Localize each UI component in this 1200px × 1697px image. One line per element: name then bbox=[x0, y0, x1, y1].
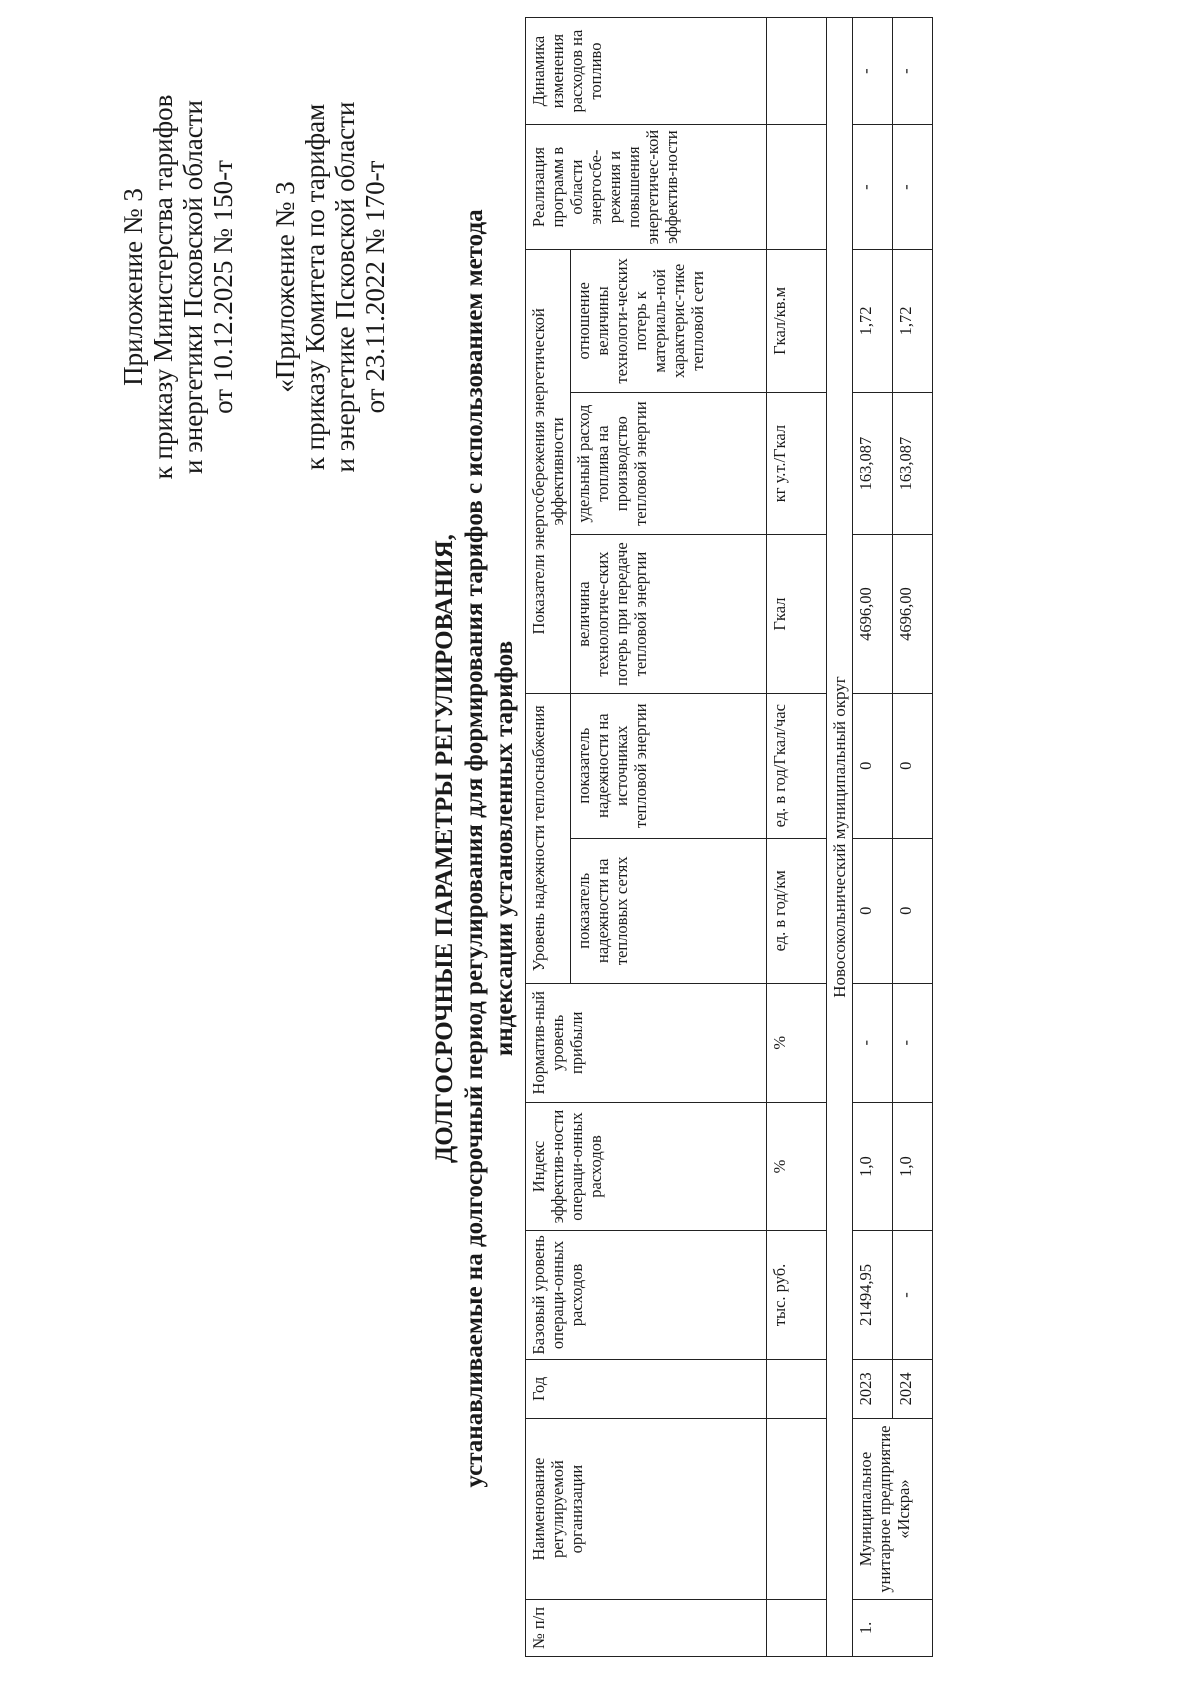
header-row-1 bbox=[526, 18, 571, 1657]
row2-year: 2024 bbox=[893, 1359, 933, 1418]
col-header-year: Год bbox=[526, 1359, 767, 1418]
table-row bbox=[893, 18, 933, 1657]
row1-org: Муниципальное унитарное предприятие «Искра» bbox=[853, 1419, 933, 1600]
row1-num: 1. bbox=[853, 1599, 933, 1656]
col-header-energy-group: Показатели энергосбережения энергетической эффективности bbox=[526, 250, 571, 694]
row1-fuel-dynamics: - bbox=[853, 18, 893, 125]
unit-loss-ratio: Гкал/кв.м bbox=[767, 250, 827, 393]
col-header-org: Наименование регулируемой организации bbox=[526, 1419, 767, 1600]
section-row bbox=[827, 18, 853, 1657]
header1-line4: от 10.12.2025 № 150-т bbox=[208, 160, 238, 414]
unit-base-level: тыс. руб. bbox=[767, 1231, 827, 1359]
row2-base-level: - bbox=[893, 1231, 933, 1359]
row1-norm-profit: - bbox=[853, 983, 893, 1102]
row1-program: - bbox=[853, 125, 893, 250]
appendix-header-previous bbox=[270, 37, 390, 537]
col-header-loss-value: величина технологиче-ских потерь при передаче тепловой энергии bbox=[571, 535, 767, 693]
unit-rel-networks: ед. в год/км bbox=[767, 838, 827, 983]
row1-loss-value: 4696,00 bbox=[853, 535, 893, 693]
col-header-reliability-group: Уровень надежности теплоснабжения bbox=[526, 693, 571, 983]
unit-loss-value: Гкал bbox=[767, 535, 827, 693]
col-header-rel-networks: показатель надежности на тепловых сетях bbox=[571, 838, 767, 983]
row2-norm-profit: - bbox=[893, 983, 933, 1102]
col-header-loss-ratio: отношение величины технологи-ческих потерь к материаль-ной характерис-тике тепловой сети bbox=[571, 250, 767, 393]
table-row bbox=[853, 18, 893, 1657]
header2-line4: от 23.11.2022 № 170-т bbox=[360, 160, 390, 414]
title-line1: ДОЛГОСРОЧНЫЕ ПАРАМЕТРЫ РЕГУЛИРОВАНИЯ, bbox=[431, 534, 458, 1163]
parameters-table bbox=[525, 17, 933, 1657]
title-line3: индексации установленных тарифов bbox=[491, 640, 518, 1057]
units-row bbox=[767, 18, 827, 1657]
row1-rel-sources: 0 bbox=[853, 693, 893, 838]
row1-rel-networks: 0 bbox=[853, 838, 893, 983]
header2-line2: к приказу Комитета по тарифам bbox=[300, 103, 330, 471]
title-line2: устанавливаемые на долгосрочный период регулирования для формирования тарифов с использованием метода bbox=[461, 209, 488, 1488]
header1-line2: к приказу Министерства тарифов bbox=[148, 94, 178, 480]
unit-norm-profit: % bbox=[767, 983, 827, 1102]
section-title: Новосокольнический муниципальный округ bbox=[827, 18, 853, 1657]
row1-loss-ratio: 1,72 bbox=[853, 250, 893, 393]
header2-line1: «Приложение № 3 bbox=[270, 181, 300, 393]
col-header-program: Реализация программ в области энергосбе-режения и повышения энергетичес-кой эффектив-ности bbox=[526, 125, 767, 250]
row2-loss-value: 4696,00 bbox=[893, 535, 933, 693]
row2-loss-ratio: 1,72 bbox=[893, 250, 933, 393]
appendix-header-current bbox=[118, 37, 238, 537]
document-title bbox=[430, 60, 520, 1637]
header2-line3: и энергетике Псковской области bbox=[330, 101, 360, 473]
row2-rel-sources: 0 bbox=[893, 693, 933, 838]
col-header-fuel-dynamics: Динамика изменения расходов на топливо bbox=[526, 18, 767, 125]
col-header-eff-index: Индекс эффектив-ности операци-онных расходов bbox=[526, 1102, 767, 1230]
header1-line1: Приложение № 3 bbox=[118, 188, 148, 386]
row1-base-level: 21494,95 bbox=[853, 1231, 893, 1359]
unit-fuel-rate: кг у.т./Гкал bbox=[767, 392, 827, 535]
row1-year: 2023 bbox=[853, 1359, 893, 1418]
unit-rel-sources: ед. в год/Гкал/час bbox=[767, 693, 827, 838]
col-header-base-level: Базовый уровень операци-онных расходов bbox=[526, 1231, 767, 1359]
row2-rel-networks: 0 bbox=[893, 838, 933, 983]
col-header-fuel-rate: удельный расход топлива на производство тепловой энергии bbox=[571, 392, 767, 535]
row1-eff-index: 1,0 bbox=[853, 1102, 893, 1230]
row2-fuel-rate: 163,087 bbox=[893, 392, 933, 535]
col-header-norm-profit: Норматив-ный уровень прибыли bbox=[526, 983, 767, 1102]
col-header-num: № п/п bbox=[526, 1599, 767, 1656]
unit-eff-index: % bbox=[767, 1102, 827, 1230]
row2-eff-index: 1,0 bbox=[893, 1102, 933, 1230]
header1-line3: и энергетики Псковской области bbox=[178, 100, 208, 474]
col-header-rel-sources: показатель надежности на источниках тепловой энергии bbox=[571, 693, 767, 838]
row1-fuel-rate: 163,087 bbox=[853, 392, 893, 535]
row2-fuel-dynamics: - bbox=[893, 18, 933, 125]
row2-program: - bbox=[893, 125, 933, 250]
